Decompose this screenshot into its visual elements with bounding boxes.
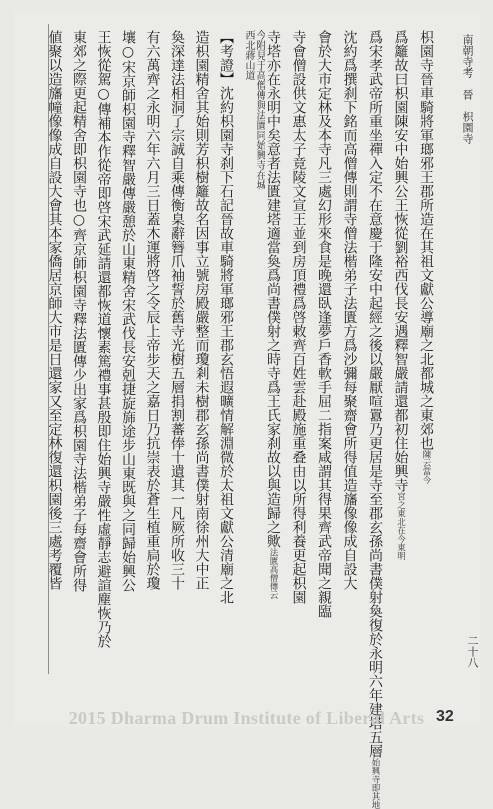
watermark-footer: 2015 Dharma Drum Institute of Liberal Arts: [68, 708, 425, 728]
commentary-column: 王恢從駕○傳補本作從帝即啓宋武延請還都恢道懷素篤禮事甚殷即住始興寺嚴性虛靜志避諠塵恢乃於: [95, 30, 112, 648]
commentary-column: 【考證】沈約枳園寺刹下石記晉故車騎將軍瑯邪王郡玄悟遐曠情解淵微於太祖文獻公清廟之北: [218, 30, 234, 604]
column-text: 沈約爲撰刹下銘而高僧傳則謂寺僧法楷弟子法匱方爲沙彌每聚齋會所得值造旛像像成自設大: [341, 30, 358, 590]
commentary-column: 東郊之際更起精舍即枳園寺也○齊京師枳園寺釋法匱傳少出家爲枳園寺法楷弟子每齋會所得: [71, 30, 87, 592]
text-column: [367, 30, 383, 809]
inline-note: 始興寺即其地: [370, 758, 380, 809]
commentary-column: 有六萬齊之永明六年六月三日蓋木運將啓之令辰上帝步天之嘉日乃抗崇表於蒼生植重扃於瓊: [144, 30, 161, 590]
column-text: 寺會僧設供文惠太子竟陵文宣王並到房頂禮爲啓敕齊百姓雲赴殿施重叠由以所得利養更起枳園: [290, 30, 307, 604]
inline-note: 宮之東北在今東明: [395, 492, 406, 560]
text-column: [418, 30, 434, 484]
annotation: 今附見于高僧傳與法匱同始興寺在城西北蔣山道: [243, 30, 265, 190]
column-text: 寺塔亦在永明中矣意者法匱建塔適當奐爲尚書僕射之時寺爲王氏家刹故以與造歸之歟: [265, 30, 281, 548]
column-text: 爲宋孝武帝所重坐禪入定不在意慶于隆安中起經之後以嚴厭喧囂乃更居是寺至郡玄孫尚書僕射奐復於永明六年建塔五層: [367, 30, 383, 758]
text-column: [393, 30, 409, 560]
page-number: 32: [436, 708, 454, 725]
column-text: 會於大市定林及本寺凡三處幻形來食是晚還臥逢夢戶香軟手屈二指案咸謂其得果齊武帝聞之親臨: [316, 30, 332, 618]
inline-note: 法匱高僧傳云: [268, 548, 278, 599]
text-column: [265, 30, 281, 599]
running-header-title: 南朝寺考 晉 枳園寺: [461, 34, 474, 144]
commentary-column: 造枳園精舍其始則芳枳樹籬故名因事立號房殿嚴整而瓊剎未樹郡玄孫尚書僕射南徐州大中正: [193, 30, 210, 590]
inline-note: 陳云當今: [421, 450, 431, 484]
commentary-column: 奐深達法相洞了宗誠自乘傳衡臬辭簪爪袖誓於舊寺光樹五層捐割蕃俸十遺其一凡厥所收三十: [169, 30, 185, 590]
column-text: 枳園寺晉車騎將軍瑯邪王郡所造在其祖文獻公導廟之北都城之東郊也: [418, 30, 434, 450]
text-column: [342, 30, 358, 590]
text-column: [316, 30, 332, 618]
commentary-column: 値聚以造旛幢像像成自設大會其本家僑居京師大市是日還家又至定林復還枳園後三處考覆皆: [46, 30, 63, 590]
page-number-chinese: 二十八: [466, 635, 479, 668]
text-column: [291, 30, 307, 604]
commentary-column: 壤○宋京師枳園寺釋智嚴傳嚴憩於山東精舍宋武伐長安剋捷旋旆途步山東既與之同歸始興公: [120, 30, 136, 592]
column-text: 爲籬故曰枳園陳安中始興公王恢從劉裕西伐長安遇釋智嚴請還都初住始興寺: [392, 30, 409, 492]
